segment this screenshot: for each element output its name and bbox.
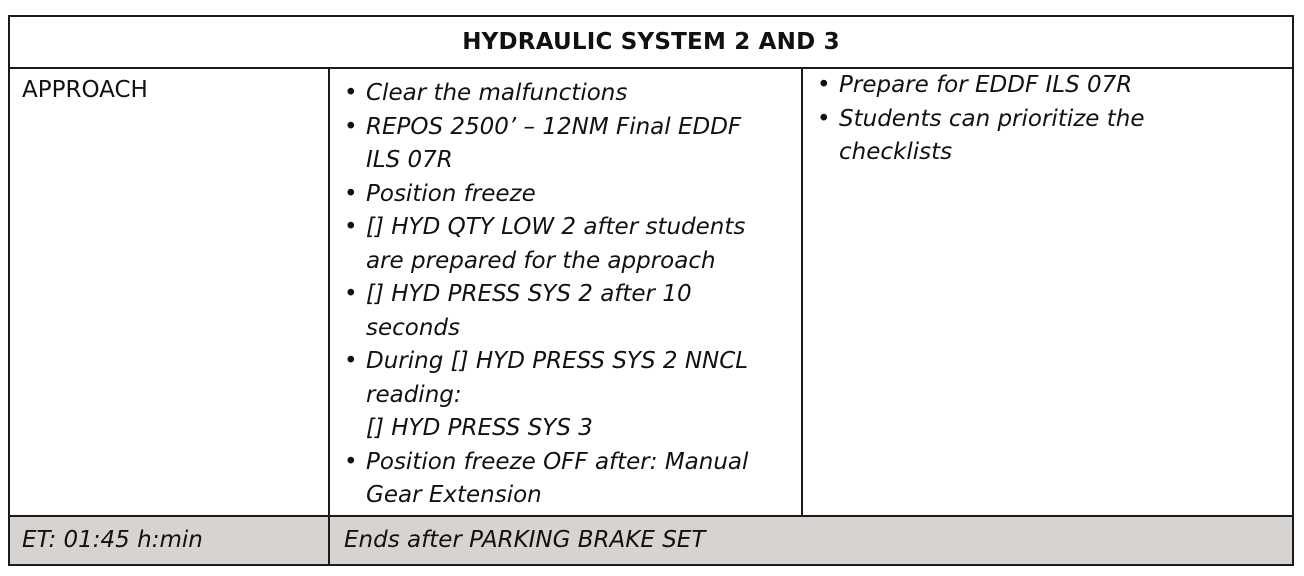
list-item: • Clear the malfunctions: [330, 77, 766, 111]
title-row: [9, 16, 1293, 68]
objectives-cell: [802, 68, 1293, 516]
list-item: • Position freeze OFF after: Manual Gear Extension: [330, 446, 786, 513]
list-item: • [] HYD PRESS SYS 2 after 10 seconds: [330, 278, 736, 345]
content-row: [9, 68, 1293, 516]
list-item: • Position freeze: [330, 178, 766, 212]
footer-row: [9, 516, 1293, 565]
phase-label: APPROACH: [9, 68, 329, 516]
list-item: • Prepare for EDDF ILS 07R: [803, 69, 1239, 103]
list-item-subtext: [] HYD PRESS SYS 3: [366, 415, 593, 441]
end-condition: Ends after PARKING BRAKE SET: [329, 516, 1293, 565]
list-item-text: During [] HYD PRESS SYS 2 NNCL reading:: [366, 348, 749, 408]
list-item: • [] HYD QTY LOW 2 after students are prepared for the approach: [330, 211, 772, 278]
list-item: • Students can prioritize the checklists: [803, 103, 1189, 170]
list-item: • REPOS 2500’ – 12NM Final EDDF ILS 07R: [330, 111, 766, 178]
instructor-actions-cell: [329, 68, 802, 516]
instructor-actions-list: [330, 69, 801, 515]
estimated-time: ET: 01:45 h:min: [9, 516, 329, 565]
table-title: HYDRAULIC SYSTEM 2 AND 3: [9, 16, 1293, 68]
scenario-table: [8, 15, 1294, 566]
list-item-with-sub: [330, 345, 796, 446]
objectives-list: [803, 69, 1292, 170]
